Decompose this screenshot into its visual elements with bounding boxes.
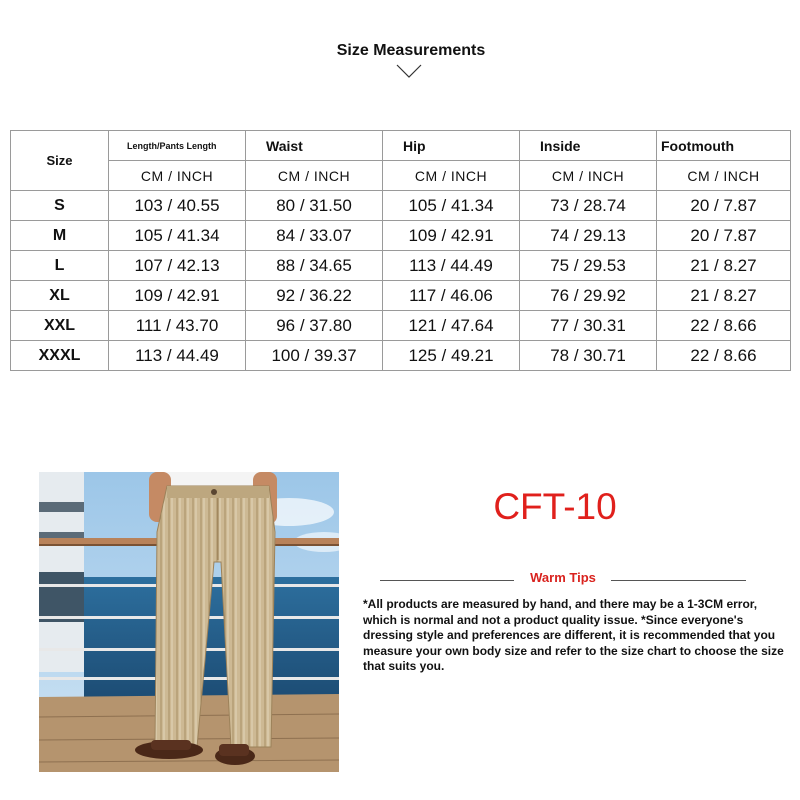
divider-right (611, 580, 746, 581)
column-header-inside: Inside (520, 131, 657, 161)
unit-cell: CM / INCH (383, 161, 520, 191)
table-row (11, 251, 791, 281)
table-row (11, 341, 791, 371)
table-cell: 76 / 29.92 (520, 281, 657, 311)
chevron-down-icon (396, 64, 422, 78)
size-cell: XL (11, 281, 109, 311)
table-row (11, 221, 791, 251)
table-row (11, 281, 791, 311)
size-cell: XXL (11, 311, 109, 341)
table-cell: 21 / 8.27 (657, 251, 791, 281)
table-cell: 88 / 34.65 (246, 251, 383, 281)
table-cell: 80 / 31.50 (246, 191, 383, 221)
column-header-hip: Hip (383, 131, 520, 161)
table-cell: 113 / 44.49 (109, 341, 246, 371)
table-row (11, 311, 791, 341)
table-row (11, 191, 791, 221)
table-cell: 113 / 44.49 (383, 251, 520, 281)
table-cell: 73 / 28.74 (520, 191, 657, 221)
table-cell: 125 / 49.21 (383, 341, 520, 371)
size-cell: L (11, 251, 109, 281)
table-cell: 109 / 42.91 (383, 221, 520, 251)
table-cell: 103 / 40.55 (109, 191, 246, 221)
table-cell: 92 / 36.22 (246, 281, 383, 311)
table-cell: 22 / 8.66 (657, 341, 791, 371)
table-cell: 100 / 39.37 (246, 341, 383, 371)
size-header: Size (11, 131, 109, 191)
unit-cell: CM / INCH (246, 161, 383, 191)
table-cell: 117 / 46.06 (383, 281, 520, 311)
product-photo (39, 472, 339, 772)
divider-left (380, 580, 514, 581)
table-header-row (11, 131, 791, 161)
page-title: Size Measurements (336, 42, 486, 59)
unit-cell: CM / INCH (520, 161, 657, 191)
size-cell: S (11, 191, 109, 221)
warm-tips-label: Warm Tips (530, 570, 596, 585)
table-cell: 105 / 41.34 (109, 221, 246, 251)
table-cell: 84 / 33.07 (246, 221, 383, 251)
table-cell: 75 / 29.53 (520, 251, 657, 281)
unit-cell: CM / INCH (109, 161, 246, 191)
table-cell: 107 / 42.13 (109, 251, 246, 281)
product-code: CFT-10 (493, 486, 617, 527)
column-header-length: Length/Pants Length (109, 131, 246, 161)
column-header-waist: Waist (246, 131, 383, 161)
table-cell: 22 / 8.66 (657, 311, 791, 341)
table-cell: 21 / 8.27 (657, 281, 791, 311)
size-cell: XXXL (11, 341, 109, 371)
table-cell: 105 / 41.34 (383, 191, 520, 221)
unit-cell: CM / INCH (657, 161, 791, 191)
warm-tips-text: *All products are measured by hand, and there may be a 1-3CM error, which is normal and not a product quality issue. *Since everyone's dressing style and preferences are different, it is recommended that you measure your own body size and refer to the size chart to choose the size that suits you. (363, 597, 784, 673)
table-unit-row (11, 161, 791, 191)
column-header-footmouth: Footmouth (657, 131, 791, 161)
size-cell: M (11, 221, 109, 251)
table-cell: 111 / 43.70 (109, 311, 246, 341)
table-cell: 74 / 29.13 (520, 221, 657, 251)
table-cell: 109 / 42.91 (109, 281, 246, 311)
pants-illustration (39, 472, 339, 772)
table-cell: 96 / 37.80 (246, 311, 383, 341)
table-cell: 20 / 7.87 (657, 191, 791, 221)
table-cell: 20 / 7.87 (657, 221, 791, 251)
table-cell: 121 / 47.64 (383, 311, 520, 341)
table-cell: 77 / 30.31 (520, 311, 657, 341)
table-cell: 78 / 30.71 (520, 341, 657, 371)
size-table (10, 130, 791, 371)
